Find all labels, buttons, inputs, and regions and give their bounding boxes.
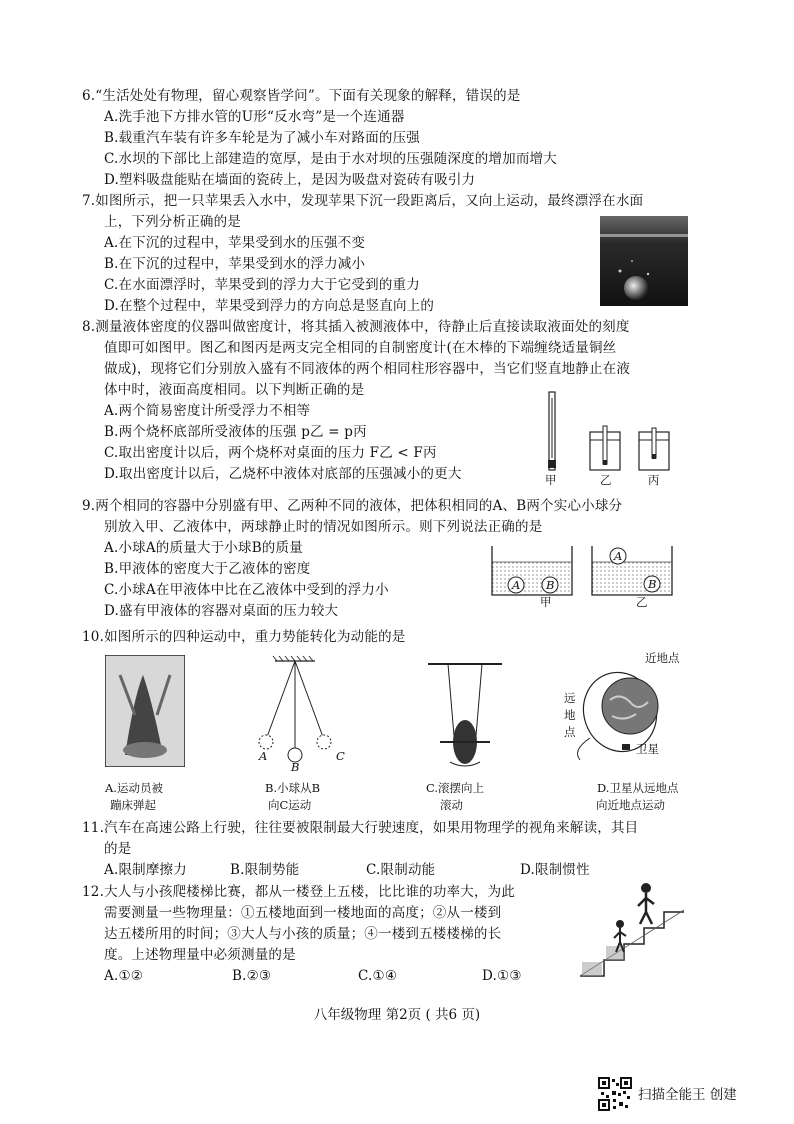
trampoline-photo <box>105 655 185 767</box>
q10-caption-a-line1: A.运动员被 <box>105 781 163 795</box>
q10-caption-d-line2: 向近地点运动 <box>596 798 665 812</box>
q11-option-b: B.限制势能 <box>230 862 300 878</box>
hydrometer-figure <box>535 388 685 483</box>
q10-caption-c-line1: C.滚摆向上 <box>426 781 485 795</box>
q11-stem-line1: 11.汽车在高速公路上行驶，往往要被限制最大行驶速度，如果用物理学的视角来解读，其目 <box>82 820 639 836</box>
q8-option-b: B.两个烧杯底部所受液体的压强 p乙 = p丙 <box>104 424 367 440</box>
q8-option-a: A.两个简易密度计所受浮力不相等 <box>104 403 311 419</box>
q10-caption-b-line1: B.小球从B <box>265 781 321 795</box>
ball-a-jia-label: A <box>512 578 521 592</box>
q10-caption-c-line2: 滚动 <box>440 798 463 812</box>
pendulum-label-b: B <box>291 760 300 774</box>
q7-stem-line1: 7.如图所示，把一只苹果丢入水中，发现苹果下沉一段距离后，又向上运动，最终漂浮在水面 <box>82 193 644 209</box>
q7-option-c: C.在水面漂浮时，苹果受到的浮力大于它受到的重力 <box>104 277 420 293</box>
q6-stem: 6.“生活处处有物理，留心观察皆学问”。下面有关现象的解释，错误的是 <box>82 88 521 104</box>
q12-option-d: D.①③ <box>482 968 522 984</box>
q9-stem-line2: 别放入甲、乙液体中，两球静止时的情况如图所示。则下列说法正确的是 <box>104 519 543 535</box>
q7-option-a: A.在下沉的过程中，苹果受到水的压强不变 <box>104 235 366 251</box>
q6-option-b: B.载重汽车装有许多车轮是为了减小车对路面的压强 <box>104 130 421 146</box>
q10-caption-a-line2: 蹦床弹起 <box>110 798 156 812</box>
q7-option-d: D.在整个过程中，苹果受到浮力的方向总是竖直向上的 <box>104 298 435 314</box>
page-footer: 八年级物理 第2页 ( 共6 页) <box>313 1007 481 1023</box>
apogee-label-2: 地 <box>564 708 576 722</box>
q9-option-d: D.盛有甲液体的容器对桌面的压力较大 <box>104 603 339 619</box>
two-containers-figure <box>484 538 684 608</box>
apogee-label-3: 点 <box>564 725 576 739</box>
q10-caption-d-line1: D.卫星从远地点 <box>597 781 679 795</box>
satellite-label: 卫星 <box>636 742 659 756</box>
q12-stem-line1: 12.大人与小孩爬楼梯比赛，都从一楼登上五楼，比比谁的功率大，为此 <box>82 884 516 900</box>
q6-option-d: D.塑料吸盘能贴在墙面的瓷砖上，是因为吸盘对瓷砖有吸引力 <box>104 172 476 188</box>
q8-stem-line1: 8.测量液体密度的仪器叫做密度计，将其插入被测液体中，待静止后直接读取液面处的刻度 <box>82 319 630 335</box>
q12-stem-line2: 需要测量一些物理量：①五楼地面到一楼地面的高度；②从一楼到 <box>104 905 502 921</box>
hydrometer-label-jia: 甲 <box>545 473 557 487</box>
q6-option-c: C.水坝的下部比上部建造的宽厚，是由于水对坝的压强随深度的增加而增大 <box>104 151 557 167</box>
q12-option-b: B.②③ <box>232 968 272 984</box>
q11-option-c: C.限制动能 <box>366 862 436 878</box>
q12-stem-line4: 度。上述物理量中必须测量的是 <box>104 947 296 963</box>
pendulum-label-a: A <box>259 749 268 763</box>
ball-a-yi-label: A <box>614 549 623 563</box>
q8-stem-line2: 值即可如图甲。图乙和图丙是两支完全相同的自制密度计(在木棒的下端缠绕适量铜丝 <box>104 340 617 356</box>
q12-stem-line3: 达五楼所用的时间；③大人与小孩的质量；④一楼到五楼楼梯的长 <box>104 926 502 942</box>
ball-b-yi-label: B <box>648 577 657 591</box>
apogee-label-1: 远 <box>564 691 576 705</box>
container-label-jia: 甲 <box>540 595 552 609</box>
q10-caption-b-line2: 向C运动 <box>268 798 312 812</box>
q7-stem-line2: 上，下列分析正确的是 <box>104 214 241 230</box>
q9-option-c: C.小球A在甲液体中比在乙液体中受到的浮力小 <box>104 582 389 598</box>
perigee-label: 近地点 <box>645 651 680 665</box>
hydrometer-label-bing: 丙 <box>648 473 660 487</box>
q6-option-a: A.洗手池下方排水管的U形“反水弯”是一个连通器 <box>104 109 405 125</box>
qr-code-icon <box>598 1077 632 1111</box>
q9-option-a: A.小球A的质量大于小球B的质量 <box>104 540 303 556</box>
q8-stem-line4: 体中时，液面高度相同。以下判断正确的是 <box>104 382 365 398</box>
apple-in-water-photo <box>600 216 688 306</box>
q9-stem-line1: 9.两个相同的容器中分别盛有甲、乙两种不同的液体，把体积相同的A、B两个实心小球分 <box>82 498 623 514</box>
ball-b-jia-label: B <box>546 578 555 592</box>
rolling-pendulum-diagram <box>420 658 510 773</box>
q8-option-c: C.取出密度计以后，两个烧杯对桌面的压力 F乙 < F丙 <box>104 445 437 461</box>
scanner-watermark: 扫描全能王 创建 <box>638 1087 737 1103</box>
container-label-yi: 乙 <box>636 595 648 609</box>
q11-option-d: D.限制惯性 <box>520 862 590 878</box>
q9-option-b: B.甲液体的密度大于乙液体的密度 <box>104 561 311 577</box>
q11-option-a: A.限制摩擦力 <box>104 862 187 878</box>
q12-option-a: A.①② <box>104 968 144 984</box>
hydrometer-label-yi: 乙 <box>600 473 612 487</box>
q10-stem: 10.如图所示的四种运动中，重力势能转化为动能的是 <box>82 629 406 645</box>
q8-option-d: D.取出密度计以后，乙烧杯中液体对底部的压强减小的更大 <box>104 466 462 482</box>
q8-stem-line3: 做成)，现将它们分别放入盛有不同液体的两个相同柱形容器中，当它们竖直地静止在液 <box>104 361 631 377</box>
stair-climbing-illustration <box>576 880 688 980</box>
q11-stem-line2: 的是 <box>104 841 132 857</box>
q12-option-c: C.①④ <box>358 968 398 984</box>
pendulum-label-c: C <box>336 749 345 763</box>
satellite-orbit-diagram <box>560 660 680 775</box>
q7-option-b: B.在下沉的过程中，苹果受到水的浮力减小 <box>104 256 366 272</box>
